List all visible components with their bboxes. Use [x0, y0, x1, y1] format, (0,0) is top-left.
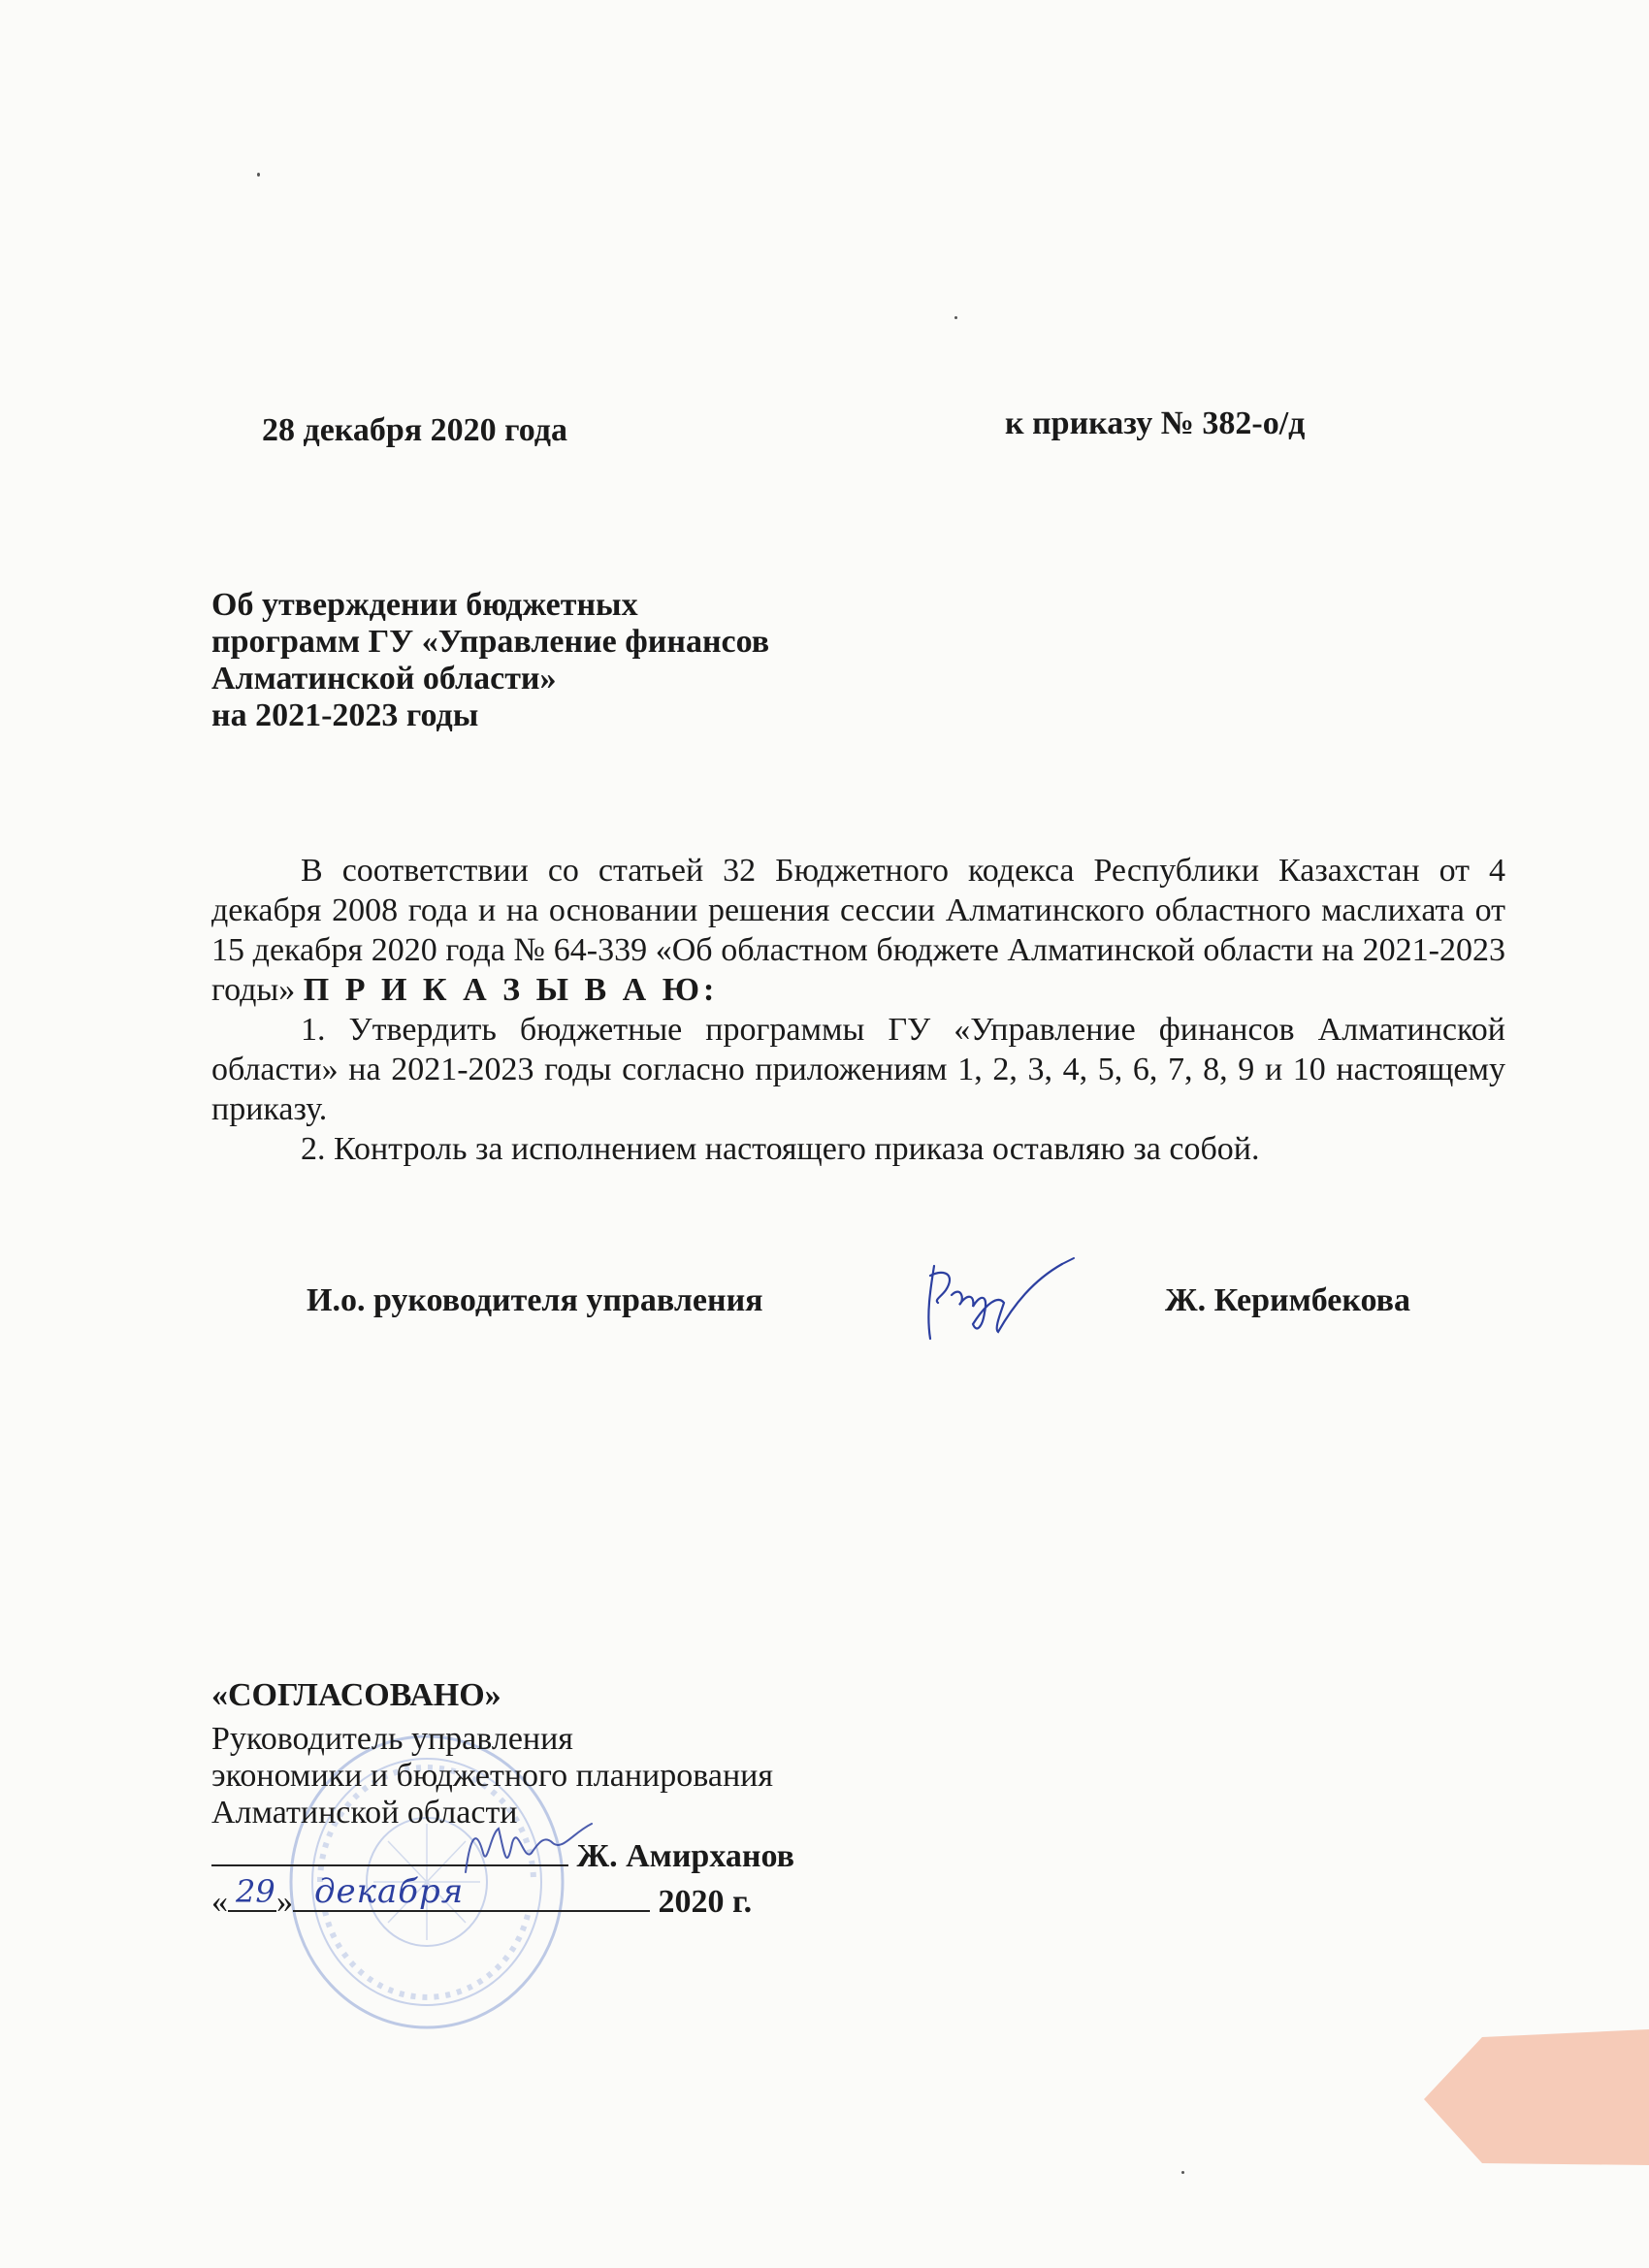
- title-line: Об утверждении бюджетных: [211, 587, 638, 623]
- handwritten-signature: [917, 1247, 1082, 1353]
- document-title: [211, 587, 769, 734]
- scan-speck: [1181, 2171, 1184, 2174]
- signatory-name: Ж. Керимбекова: [1165, 1282, 1411, 1318]
- sticky-tab: [1424, 2029, 1649, 2170]
- agreement-position-line: Руководитель управления: [211, 1721, 573, 1757]
- order-reference: к приказу № 382-о/д: [1005, 405, 1306, 441]
- title-line: программ ГУ «Управление финансов: [211, 624, 770, 660]
- document-body: [211, 851, 1505, 1169]
- date-day-handwritten: 29: [236, 1873, 275, 1910]
- date-month-handwritten: декабря: [314, 1872, 465, 1911]
- agreement-heading: «СОГЛАСОВАНО»: [211, 1677, 501, 1713]
- agreement-position-line: Алматинской области: [211, 1795, 518, 1831]
- agreement-signer-name: Ж. Амирханов: [576, 1838, 794, 1874]
- order-word: П Р И К А З Ы В А Ю:: [303, 972, 719, 1008]
- preamble-paragraph: [211, 851, 1505, 1010]
- document-date: 28 декабря 2020 года: [262, 412, 567, 448]
- agreement-signature: [456, 1814, 601, 1892]
- preamble-text: В соответствии со статьей 32 Бюджетного кодекса Республики Казахстан от 4 декабря 2008 года и на основании решения сессии Алматинского областного маслихата от 15 декабря 2020 года № 64-339 «Об областном бюджете Алматинской области на 2021-2023 годы»: [211, 853, 1505, 1008]
- agreement-position-line: экономики и бюджетного планирования: [211, 1758, 773, 1794]
- order-item-1: 1. Утвердить бюджетные программы ГУ «Управление финансов Алматинской области» на 2021-2023 годы согласно приложениям 1, 2, 3, 4, 5, 6, 7, 8, 9 и 10 настоящему приказу.: [211, 1012, 1505, 1127]
- date-year: 2020 г.: [658, 1884, 753, 1920]
- date-day-blank: [228, 1873, 276, 1912]
- order-item-2: 2. Контроль за исполнением настоящего приказа оставляю за собой.: [301, 1131, 1260, 1167]
- scan-speck: [257, 173, 260, 177]
- title-line: на 2021-2023 годы: [211, 697, 479, 733]
- signatory-position: И.о. руководителя управления: [307, 1282, 763, 1318]
- scan-speck: [954, 316, 957, 319]
- date-quote-open: «: [211, 1884, 228, 1920]
- date-quote-close: »: [276, 1884, 293, 1920]
- title-line: Алматинской области»: [211, 661, 557, 697]
